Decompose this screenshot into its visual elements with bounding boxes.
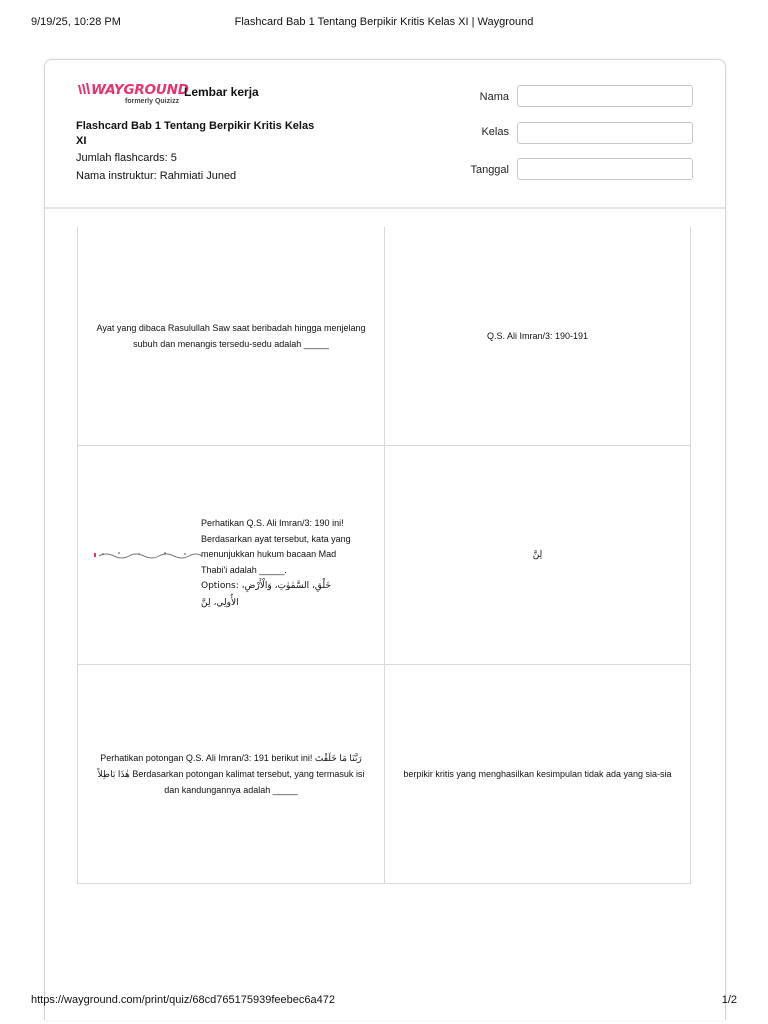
class-label: Kelas [481,126,509,138]
flashcard-back [385,227,691,445]
card-options: Options: خَلْقِ، السَّمٰوٰتِ، وَالْأَرْضِ، الأُولِي، لِنَّ [201,581,331,608]
print-footer [0,994,768,1010]
logo-subtitle: formerly Quizizz [125,98,180,105]
logo-wordmark: WAYGROUND [91,82,189,98]
card-answer: berpikir kritis yang menghasilkan kesimpulan tidak ada yang sia-sia [403,769,672,779]
page-number: 1/2 [721,994,737,1006]
flashcard-grid [77,227,691,883]
date-field[interactable] [517,158,693,180]
card-answer: Q.S. Ali Imran/3: 190-191 [486,331,589,341]
verse-image [94,550,204,560]
wayground-mark-icon [77,83,91,95]
card-question: Ayat yang dibaca Rasulullah Saw saat beribadah hingga menjelang subuh dan menangis tersedu-sedu adalah _____ [96,323,366,349]
print-datetime: 9/19/25, 10:28 PM [31,16,121,28]
card-question: Perhatikan Q.S. Ali Imran/3: 190 ini! Berdasarkan ayat tersebut, kata yang menunjukkan hukum bacaan Mad Thabi'i adalah _____. [201,518,351,575]
name-field[interactable] [517,85,693,107]
print-header [0,16,768,32]
flashcard-back [385,665,691,883]
card-question: Perhatikan potongan Q.S. Ali Imran/3: 191 berikut ini! رَبَّنَا مَا خَلَقْتَ هٰذَا بَاطِلاً Berdasarkan potongan kalimat tersebut, yang termasuk isi dan kandungannya adalah _____ [97,753,365,795]
date-label: Tanggal [470,164,509,176]
flashcard-back [385,446,691,664]
flashcard-front [77,665,385,883]
wayground-logo [77,82,189,114]
flashcard-front [77,227,385,445]
class-field[interactable] [517,122,693,144]
worksheet-label: Lembar kerja [184,85,259,99]
name-label: Nama [479,91,509,103]
worksheet [44,59,726,1020]
card-answer: لِنَّ [532,550,543,560]
worksheet-header [45,60,725,209]
print-page-title: Flashcard Bab 1 Tentang Berpikir Kritis Kelas XI | Wayground [234,16,534,28]
quiz-title: Flashcard Bab 1 Tentang Berpikir Kritis Kelas XI [76,120,315,147]
flashcard-count: Jumlah flashcards: 5 [76,152,177,164]
flashcard-front [77,446,385,664]
print-url: https://wayground.com/print/quiz/68cd765175939feebec6a472 [31,994,335,1006]
card-question-block [201,516,351,611]
instructor-name: Nama instruktur: Rahmiati Juned [76,170,237,182]
